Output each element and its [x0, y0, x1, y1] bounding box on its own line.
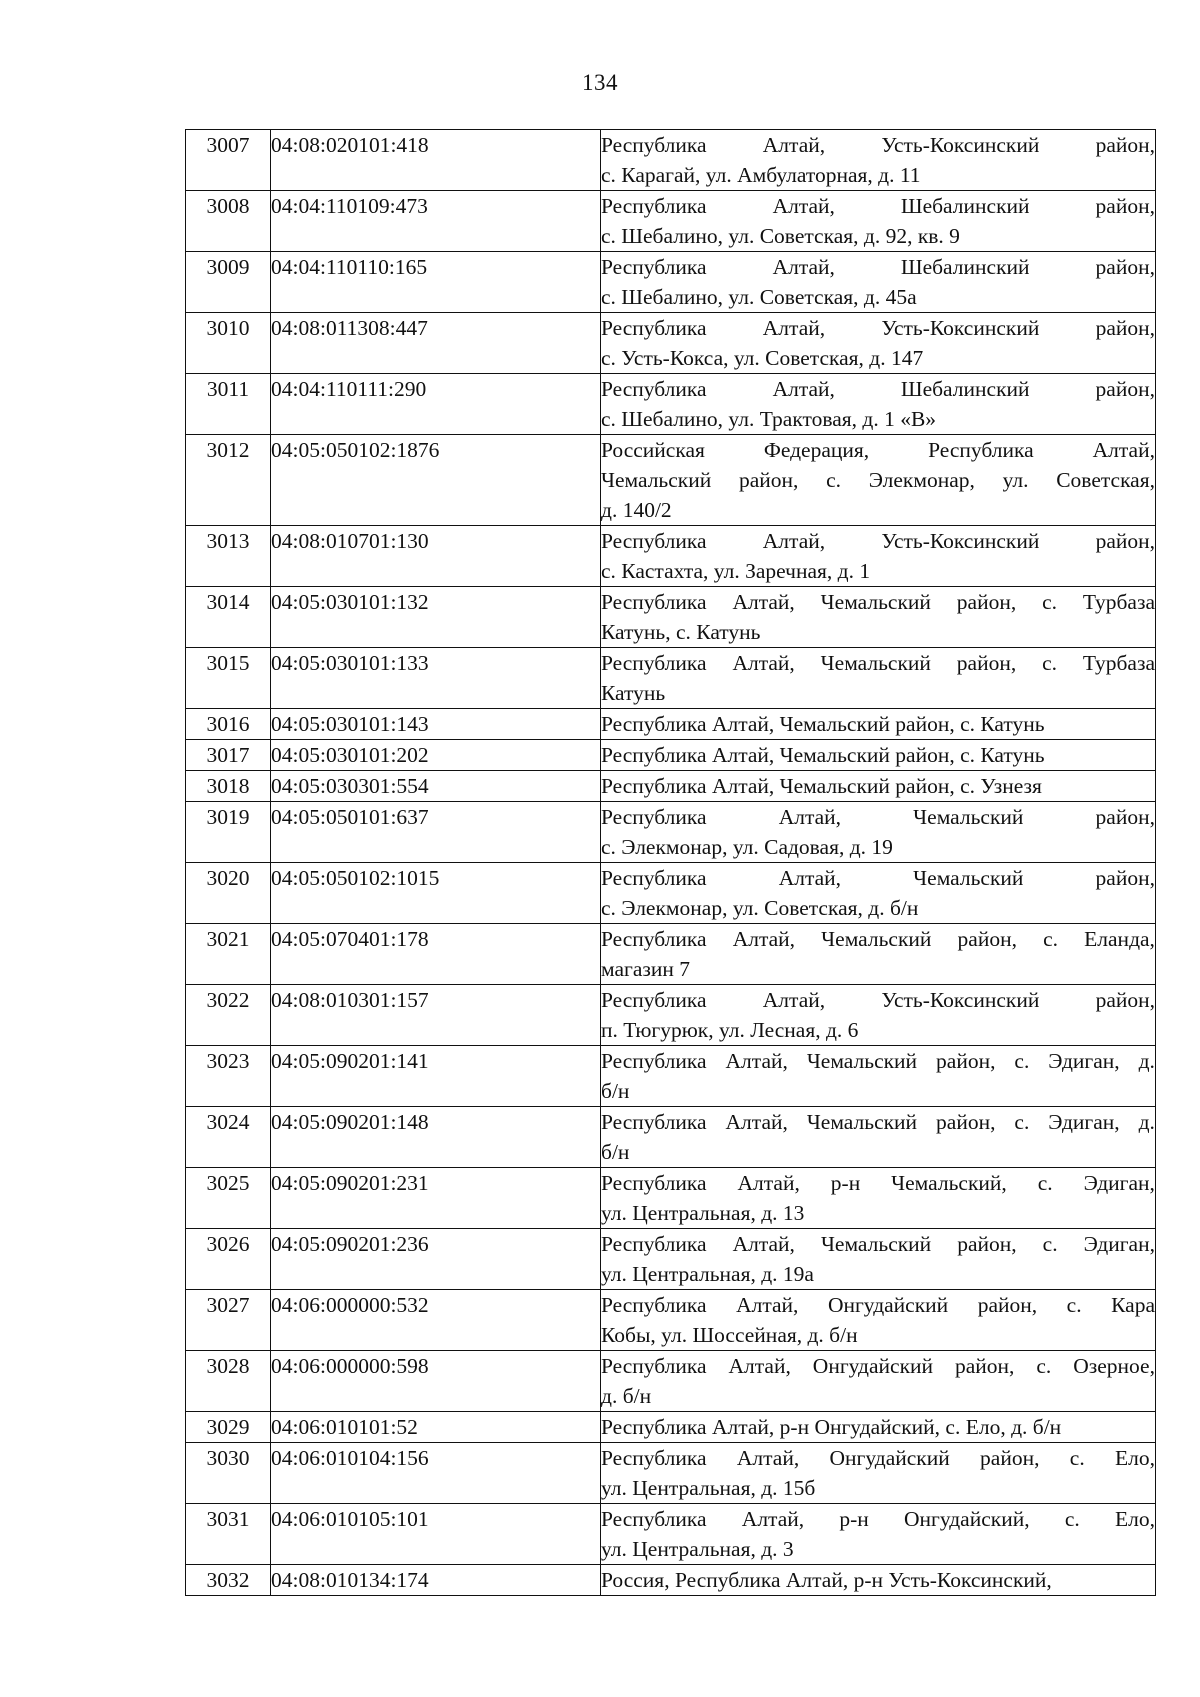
- table-row: [186, 130, 1156, 191]
- address-line: б/н: [601, 1140, 630, 1164]
- address-line: Республика Алтай, Чемальский район, с. Турбаза: [601, 651, 1155, 675]
- address-cell: [601, 130, 1156, 191]
- row-number-cell: 3029: [186, 1412, 271, 1443]
- address-line: с. Шебалино, ул. Советская, д. 45а: [601, 285, 917, 309]
- address-cell: [601, 252, 1156, 313]
- address-cell: [601, 648, 1156, 709]
- row-number-cell: 3008: [186, 191, 271, 252]
- cadastral-number-cell: 04:08:010301:157: [271, 985, 601, 1046]
- cadastral-number-cell: 04:05:030101:132: [271, 587, 601, 648]
- table-row: [186, 924, 1156, 985]
- table-row: [186, 771, 1156, 802]
- address-line: с. Карагай, ул. Амбулаторная, д. 11: [601, 163, 921, 187]
- row-number-cell: 3027: [186, 1290, 271, 1351]
- cadastral-number-cell: 04:05:070401:178: [271, 924, 601, 985]
- address-cell: [601, 709, 1156, 740]
- table-row: [186, 1229, 1156, 1290]
- address-cell: [601, 191, 1156, 252]
- address-line: с. Усть-Кокса, ул. Советская, д. 147: [601, 346, 924, 370]
- address-line: ул. Центральная, д. 13: [601, 1201, 805, 1225]
- address-cell: [601, 1443, 1156, 1504]
- address-cell: [601, 740, 1156, 771]
- address-cell: [601, 374, 1156, 435]
- cadastral-number-cell: 04:08:020101:418: [271, 130, 601, 191]
- address-line: Республика Алтай, Усть-Коксинский район,: [601, 133, 1155, 157]
- table-row: [186, 374, 1156, 435]
- address-line: ул. Центральная, д. 15б: [601, 1476, 816, 1500]
- address-cell: [601, 1565, 1156, 1596]
- address-cell: [601, 526, 1156, 587]
- cadastral-number-cell: 04:05:030101:133: [271, 648, 601, 709]
- address-line: Республика Алтай, Шебалинский район,: [601, 255, 1155, 279]
- address-cell: [601, 802, 1156, 863]
- cadastral-number-cell: 04:06:010104:156: [271, 1443, 601, 1504]
- table-row: [186, 740, 1156, 771]
- table-row: [186, 1443, 1156, 1504]
- row-number-cell: 3017: [186, 740, 271, 771]
- address-line: Кобы, ул. Шоссейная, д. б/н: [601, 1323, 858, 1347]
- registry-table: [185, 129, 1156, 1596]
- cadastral-number-cell: 04:05:050102:1015: [271, 863, 601, 924]
- table-row: [186, 252, 1156, 313]
- address-line: п. Тюгурюк, ул. Лесная, д. 6: [601, 1018, 859, 1042]
- table-row: [186, 1168, 1156, 1229]
- row-number-cell: 3025: [186, 1168, 271, 1229]
- address-line: магазин 7: [601, 957, 690, 981]
- address-line: Республика Алтай, Чемальский район, с. Эдиган,: [601, 1232, 1155, 1256]
- cadastral-number-cell: 04:05:090201:236: [271, 1229, 601, 1290]
- table-row: [186, 802, 1156, 863]
- cadastral-number-cell: 04:06:010101:52: [271, 1412, 601, 1443]
- address-cell: [601, 313, 1156, 374]
- cadastral-number-cell: 04:05:090201:141: [271, 1046, 601, 1107]
- address-cell: [601, 1290, 1156, 1351]
- address-line: с. Кастахта, ул. Заречная, д. 1: [601, 559, 871, 583]
- address-line: с. Элекмонар, ул. Садовая, д. 19: [601, 835, 893, 859]
- row-number-cell: 3032: [186, 1565, 271, 1596]
- row-number-cell: 3019: [186, 802, 271, 863]
- cadastral-number-cell: 04:05:030101:143: [271, 709, 601, 740]
- address-cell: [601, 863, 1156, 924]
- address-line: Республика Алтай, р-н Онгудайский, с. Ело, д. б/н: [601, 1415, 1062, 1439]
- row-number-cell: 3022: [186, 985, 271, 1046]
- row-number-cell: 3011: [186, 374, 271, 435]
- table-row: [186, 1107, 1156, 1168]
- address-cell: [601, 771, 1156, 802]
- address-line: Республика Алтай, Онгудайский район, с. Кара: [601, 1293, 1155, 1317]
- cadastral-number-cell: 04:08:010701:130: [271, 526, 601, 587]
- cadastral-number-cell: 04:04:110109:473: [271, 191, 601, 252]
- address-line: Республика Алтай, Чемальский район, с. Эдиган, д.: [601, 1110, 1155, 1134]
- table-row: [186, 863, 1156, 924]
- cadastral-number-cell: 04:05:030301:554: [271, 771, 601, 802]
- address-line: Республика Алтай, Чемальский район, с. Узнезя: [601, 774, 1042, 798]
- table-row: [186, 435, 1156, 526]
- address-cell: [601, 1412, 1156, 1443]
- address-line: Катунь, с. Катунь: [601, 620, 761, 644]
- table-row: [186, 1504, 1156, 1565]
- row-number-cell: 3012: [186, 435, 271, 526]
- address-line: Республика Алтай, Усть-Коксинский район,: [601, 316, 1155, 340]
- table-row: [186, 648, 1156, 709]
- cadastral-number-cell: 04:08:010134:174: [271, 1565, 601, 1596]
- address-line: Республика Алтай, Чемальский район, с. Еланда,: [601, 927, 1155, 951]
- cadastral-number-cell: 04:04:110111:290: [271, 374, 601, 435]
- cadastral-number-cell: 04:05:050102:1876: [271, 435, 601, 526]
- row-number-cell: 3031: [186, 1504, 271, 1565]
- cadastral-number-cell: 04:06:000000:598: [271, 1351, 601, 1412]
- row-number-cell: 3030: [186, 1443, 271, 1504]
- table-row: [186, 587, 1156, 648]
- table-row: [186, 1046, 1156, 1107]
- address-line: Российская Федерация, Республика Алтай,: [601, 438, 1155, 462]
- address-line: Республика Алтай, р-н Онгудайский, с. Ело,: [601, 1507, 1155, 1531]
- address-line: ул. Центральная, д. 3: [601, 1537, 794, 1561]
- address-line: Катунь: [601, 681, 666, 705]
- address-cell: [601, 1046, 1156, 1107]
- address-line: Республика Алтай, Шебалинский район,: [601, 377, 1155, 401]
- row-number-cell: 3024: [186, 1107, 271, 1168]
- address-line: Республика Алтай, Усть-Коксинский район,: [601, 988, 1155, 1012]
- address-cell: [601, 985, 1156, 1046]
- address-line: ул. Центральная, д. 19а: [601, 1262, 814, 1286]
- table-row: [186, 1565, 1156, 1596]
- address-line: Республика Алтай, Чемальский район, с. Катунь: [601, 743, 1045, 767]
- address-line: Республика Алтай, Шебалинский район,: [601, 194, 1155, 218]
- address-line: д. 140/2: [601, 498, 672, 522]
- row-number-cell: 3026: [186, 1229, 271, 1290]
- table-row: [186, 1351, 1156, 1412]
- address-line: Республика Алтай, р-н Чемальский, с. Эдиган,: [601, 1171, 1155, 1195]
- cadastral-number-cell: 04:05:090201:148: [271, 1107, 601, 1168]
- address-cell: [601, 435, 1156, 526]
- row-number-cell: 3016: [186, 709, 271, 740]
- cadastral-number-cell: 04:06:010105:101: [271, 1504, 601, 1565]
- table-row: [186, 1290, 1156, 1351]
- address-line: Республика Алтай, Чемальский район,: [601, 805, 1155, 829]
- address-line: с. Шебалино, ул. Трактовая, д. 1 «В»: [601, 407, 937, 431]
- cadastral-number-cell: 04:06:000000:532: [271, 1290, 601, 1351]
- address-line: б/н: [601, 1079, 630, 1103]
- table-row: [186, 313, 1156, 374]
- address-cell: [601, 1351, 1156, 1412]
- address-line: Республика Алтай, Чемальский район, с. Турбаза: [601, 590, 1155, 614]
- row-number-cell: 3007: [186, 130, 271, 191]
- address-line: Республика Алтай, Усть-Коксинский район,: [601, 529, 1155, 553]
- table-row: [186, 191, 1156, 252]
- address-cell: [601, 587, 1156, 648]
- address-line: д. б/н: [601, 1384, 652, 1408]
- table-row: [186, 1412, 1156, 1443]
- address-line: Россия, Республика Алтай, р-н Усть-Коксинский,: [601, 1568, 1052, 1592]
- address-cell: [601, 1168, 1156, 1229]
- cadastral-number-cell: 04:08:011308:447: [271, 313, 601, 374]
- address-cell: [601, 924, 1156, 985]
- address-line: с. Элекмонар, ул. Советская, д. б/н: [601, 896, 919, 920]
- page-number: 134: [582, 70, 618, 95]
- address-line: с. Шебалино, ул. Советская, д. 92, кв. 9: [601, 224, 960, 248]
- table-row: [186, 526, 1156, 587]
- row-number-cell: 3021: [186, 924, 271, 985]
- row-number-cell: 3023: [186, 1046, 271, 1107]
- cadastral-number-cell: 04:05:090201:231: [271, 1168, 601, 1229]
- row-number-cell: 3014: [186, 587, 271, 648]
- cadastral-number-cell: 04:04:110110:165: [271, 252, 601, 313]
- table-row: [186, 985, 1156, 1046]
- address-cell: [601, 1229, 1156, 1290]
- cadastral-number-cell: 04:05:050101:637: [271, 802, 601, 863]
- address-line: Республика Алтай, Чемальский район, с. Катунь: [601, 712, 1045, 736]
- address-line: Республика Алтай, Чемальский район, с. Эдиган, д.: [601, 1049, 1155, 1073]
- row-number-cell: 3028: [186, 1351, 271, 1412]
- cadastral-number-cell: 04:05:030101:202: [271, 740, 601, 771]
- row-number-cell: 3015: [186, 648, 271, 709]
- row-number-cell: 3013: [186, 526, 271, 587]
- registry-table-body: [186, 130, 1156, 1596]
- address-line: Республика Алтай, Чемальский район,: [601, 866, 1155, 890]
- address-line: Республика Алтай, Онгудайский район, с. Ело,: [601, 1446, 1155, 1470]
- row-number-cell: 3020: [186, 863, 271, 924]
- row-number-cell: 3018: [186, 771, 271, 802]
- address-line: Чемальский район, с. Элекмонар, ул. Советская,: [601, 468, 1155, 492]
- address-cell: [601, 1107, 1156, 1168]
- address-line: Республика Алтай, Онгудайский район, с. Озерное,: [601, 1354, 1155, 1378]
- address-cell: [601, 1504, 1156, 1565]
- row-number-cell: 3010: [186, 313, 271, 374]
- row-number-cell: 3009: [186, 252, 271, 313]
- table-row: [186, 709, 1156, 740]
